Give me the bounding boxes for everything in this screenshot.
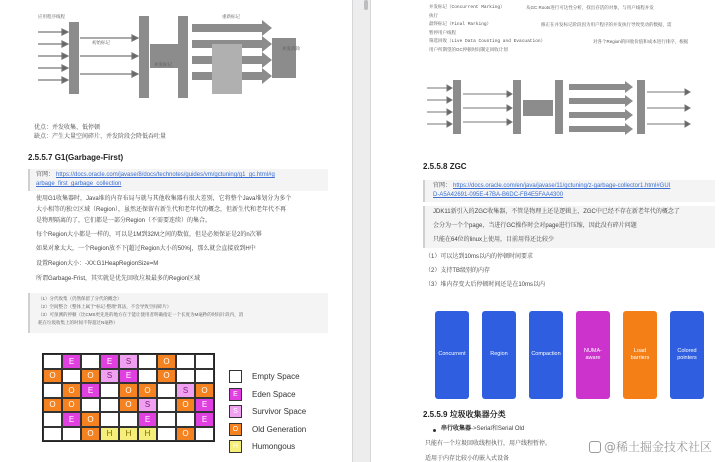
watermark-text: @稀土掘金技术社区 bbox=[603, 440, 712, 454]
grid-cell: E bbox=[62, 412, 81, 427]
grid-cell: E bbox=[62, 354, 81, 369]
grid-cell: O bbox=[81, 427, 100, 442]
grid-cell bbox=[81, 398, 100, 413]
grid-cell bbox=[176, 354, 195, 369]
grid-cell bbox=[138, 354, 157, 369]
grid-cell: S bbox=[100, 369, 119, 384]
zgc-quote-1: JDK11新引入的ZGC收集器，不管是物理上还是逻辑上，ZGC中已经不存在新老年代的概念了 bbox=[433, 209, 680, 215]
grid-cell: S bbox=[176, 383, 195, 398]
grid-cell bbox=[195, 369, 214, 384]
grid-cell bbox=[157, 412, 176, 427]
diagram-label-initial-mark: 初始标记 bbox=[92, 40, 110, 45]
grid-cell bbox=[43, 354, 62, 369]
g1-heading: 2.5.5.7 G1(Garbage-First) bbox=[28, 153, 124, 162]
right-document-page bbox=[371, 0, 720, 462]
grid-cell: O bbox=[176, 398, 195, 413]
grid-cell bbox=[100, 383, 119, 398]
legend-label: Eden Space bbox=[252, 389, 296, 399]
serial-collector-desc: 只能有一个垃圾回收线程执行，用户线程暂停。 bbox=[425, 441, 552, 447]
grid-cell: E bbox=[195, 398, 214, 413]
juejin-watermark bbox=[589, 438, 712, 455]
zgc-feature-tile: Compaction bbox=[529, 311, 563, 399]
bullet-dot bbox=[433, 429, 436, 432]
zgc-feature-tile: Concurrent bbox=[435, 311, 469, 399]
grid-cell: O bbox=[119, 383, 138, 398]
g1-para5: 所谓Garbage-Frist，其实就是优先回收垃圾最多的Region区域 bbox=[36, 276, 201, 282]
grid-cell bbox=[62, 369, 81, 384]
g1-phase-text-2: 修正在并发标记阶段因为用户程序的并发执行导致变动的数据，需 bbox=[541, 22, 672, 27]
grid-cell bbox=[81, 354, 100, 369]
grid-cell: O bbox=[176, 427, 195, 442]
g1-para3: 如果对象太大，一个Region放不下[超过Region大小的50%]，那么就会直接放到H中 bbox=[36, 246, 256, 252]
g1-para4: 设置Region大小：-XX:G1HeapRegionSize=M bbox=[36, 261, 159, 267]
grid-cell: H bbox=[119, 427, 138, 442]
legend-label: Humongous bbox=[252, 442, 296, 451]
grid-cell bbox=[62, 427, 81, 442]
zgc-quote-3: 只能在64位的linux上使用，目前用得还比较少 bbox=[433, 237, 555, 243]
page-gutter bbox=[352, 0, 371, 462]
grid-cell bbox=[176, 369, 195, 384]
scrollbar-thumb[interactable] bbox=[364, 0, 368, 10]
grid-cell: E bbox=[119, 369, 138, 384]
diagram-label-concurrent-mark: 并发标记 bbox=[154, 62, 172, 67]
zgc-url-link-2[interactable]: D-A5A42691-095E-47BA-B6DC-FB4E5FAA4300 bbox=[433, 192, 564, 198]
grid-cell: H bbox=[100, 427, 119, 442]
grid-cell bbox=[100, 398, 119, 413]
legend-swatch: S bbox=[229, 405, 242, 418]
grid-cell bbox=[43, 427, 62, 442]
grid-cell: O bbox=[62, 383, 81, 398]
grid-cell bbox=[43, 412, 62, 427]
cons-text: 缺点：产生大量空间碎片、并发阶段会降低吞吐量 bbox=[34, 134, 167, 140]
grid-cell: O bbox=[81, 412, 100, 427]
grid-cell: O bbox=[119, 398, 138, 413]
grid-cell: E bbox=[81, 383, 100, 398]
g1-phase-label-3: 筛选回收（Live Data Counting and Evacuation） bbox=[429, 39, 546, 44]
serial-collector-label: 串行收集器 bbox=[441, 426, 472, 432]
g1-para2: 每个Region大小都是一样的，可以是1M到32M之间的数值，但是必须保证是2的n次幂 bbox=[36, 232, 262, 238]
zgc-feature-tile: Colored pointers bbox=[670, 311, 704, 399]
grid-cell bbox=[176, 412, 195, 427]
zgc-point-2: （2）支持TB级别的内存 bbox=[425, 268, 491, 274]
legend-label: Survivor Space bbox=[252, 407, 307, 416]
grid-cell bbox=[100, 412, 119, 427]
diagram-label-concurrent-sweep: 并发清除 bbox=[282, 46, 300, 51]
legend-item bbox=[229, 440, 295, 453]
g1-phase-text-1: 从GC Roots进行可达性分析，找出存活的对象，与用户线程并发 bbox=[526, 5, 654, 10]
serial-collector-names: ->Serial和Serial Old bbox=[471, 426, 525, 432]
legend-item bbox=[229, 423, 306, 436]
grid-cell: O bbox=[43, 369, 62, 384]
grid-cell bbox=[119, 412, 138, 427]
g1-note-2: （2）空间整合（整体上属于"标记-整理"算法，不会导致空间碎片） bbox=[38, 304, 172, 309]
grid-cell bbox=[43, 383, 62, 398]
grid-cell bbox=[138, 369, 157, 384]
serial-collector-usage: 适用于内存比较小的嵌入式设备 bbox=[425, 456, 510, 462]
g1-region-grid bbox=[42, 353, 215, 442]
grid-cell bbox=[157, 398, 176, 413]
grid-cell: S bbox=[138, 398, 157, 413]
grid-cell: O bbox=[195, 383, 214, 398]
legend-item bbox=[229, 388, 296, 401]
legend-item bbox=[229, 370, 300, 383]
cms-phase-diagram bbox=[32, 4, 302, 108]
grid-cell: H bbox=[138, 427, 157, 442]
g1-para1-line2: 大小相等的独立区域（Region），虽然还保留有新生代和老年代的概念，但新生代和老年代不再 bbox=[36, 207, 287, 213]
grid-cell: O bbox=[157, 369, 176, 384]
grid-cell: O bbox=[43, 398, 62, 413]
zgc-feature-tile: NUMA-aware bbox=[576, 311, 610, 399]
g1-phase-diagram bbox=[423, 70, 695, 142]
grid-cell: O bbox=[62, 398, 81, 413]
grid-cell bbox=[157, 383, 176, 398]
grid-cell bbox=[195, 354, 214, 369]
zgc-url-label: 官网： bbox=[433, 183, 452, 189]
grid-cell: E bbox=[138, 412, 157, 427]
grid-cell: E bbox=[195, 412, 214, 427]
legend-swatch: O bbox=[229, 423, 242, 436]
g1-phase-text-2b: 暂停用户线程 bbox=[429, 30, 456, 35]
g1-phase-label-1: 并发标记（Concurrent Marking） bbox=[429, 5, 505, 10]
g1-note-3: （3）可预测的停顿（比CMS更先进的地方在于能让使用者明确指定一个长度为M毫秒的时间片段内，消 bbox=[38, 312, 244, 317]
legend-item bbox=[229, 405, 306, 418]
g1-phase-label-2: 最终标记（Final Marking） bbox=[429, 22, 492, 27]
g1-phase-text-3: 对各个Region的回收价值和成本进行排序，根据 bbox=[593, 39, 689, 44]
gc-classification-heading: 2.5.5.9 垃圾收集器分类 bbox=[423, 410, 506, 419]
grid-cell: O bbox=[157, 354, 176, 369]
grid-cell: E bbox=[100, 354, 119, 369]
g1-note-4: 耗在垃圾收集上的时间不得超过N毫秒） bbox=[38, 320, 118, 325]
juejin-logo-icon bbox=[589, 441, 601, 453]
zgc-heading: 2.5.5.8 ZGC bbox=[423, 162, 467, 171]
grid-cell: O bbox=[81, 369, 100, 384]
diagram-label-app-threads: 应用程序线程 bbox=[38, 14, 65, 19]
zgc-point-1: （1）可以达到10ms以内的停顿时间要求 bbox=[425, 254, 534, 260]
pros-text: 优点：并发收集、低停顿 bbox=[34, 125, 101, 131]
legend-swatch bbox=[229, 370, 242, 383]
diagram-label-remark: 重新标记 bbox=[222, 14, 240, 19]
zgc-feature-tile: Region bbox=[482, 311, 516, 399]
g1-url-label: 官网： bbox=[36, 172, 55, 178]
legend-label: Old Generation bbox=[252, 424, 307, 434]
zgc-quote-2: 会分为一个个page，当进行GC操作时会对page进行压缩，因此没有碎片问题 bbox=[433, 223, 637, 229]
zgc-feature-tile: Load barriers bbox=[623, 311, 657, 399]
g1-url-link-2[interactable]: arbage_first_garbage_collection bbox=[36, 181, 122, 187]
zgc-url-link-1[interactable]: https://docs.oracle.com/en/java/javase/11/gctuning/z-garbage-collector1.html#GUI bbox=[453, 183, 671, 189]
grid-cell bbox=[157, 427, 176, 442]
g1-url-link-1[interactable]: https://docs.oracle.com/javase/8/docs/technotes/guides/vm/gctuning/g1_gc.html#g bbox=[56, 172, 275, 178]
legend-swatch: E bbox=[229, 388, 242, 401]
grid-cell: S bbox=[119, 354, 138, 369]
zgc-point-3: （3）堆内存变大后停顿时间还是在10ms以内 bbox=[425, 282, 546, 288]
g1-note-1: （1）分代收集（仍然保留了分代的概念） bbox=[38, 296, 122, 301]
left-document-page bbox=[0, 0, 352, 462]
legend-label: Empty Space bbox=[252, 372, 300, 381]
g1-phase-text-3b: 用户所期望的GC停顿时间制定回收计划 bbox=[429, 47, 508, 52]
g1-phase-text-1b: 执行 bbox=[429, 13, 438, 18]
grid-cell bbox=[195, 427, 214, 442]
g1-para1-line3: 是物理隔离的了，它们都是一部分Region（不需要连续）的集合。 bbox=[36, 218, 212, 224]
legend-swatch: H bbox=[229, 440, 242, 453]
g1-para1-line1: 使用G1收集器时，Java堆的内存布局与就与其他收集器有很大差别，它将整个Java堆划分为多个 bbox=[36, 196, 292, 202]
grid-cell: O bbox=[138, 383, 157, 398]
